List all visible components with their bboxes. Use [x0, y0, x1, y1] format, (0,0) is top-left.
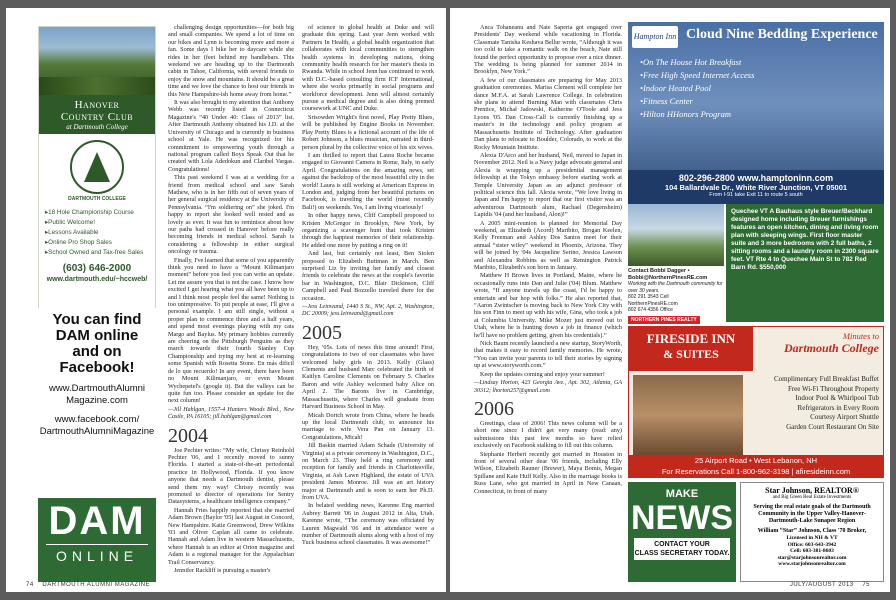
paragraph: And last, but certainly not least, Ben Stolen proposed to Elizabeth Buttman in March. Ben surprised Liz by inviting her family and closest friends to celebrate the news at the couple's favorite bar in Washington, D.C. Blair Dickinson, Cliff Campbell and Paul Bozzello traveled there for the occasion. [302, 250, 434, 302]
club-feature: ▸ Online Pro Shop Sales [45, 238, 151, 248]
left-page-footer [26, 582, 426, 588]
paragraph: of science in global health at Duke and will graduate this spring. Last year Jenn worked with Partners In Health, a global health organization that collaborates with local communities to strengthen health systems in developing nations, doing community health research for her master's thesis in Rwanda. While in school Jenn has continued to work with D.C.-based consulting firm ICF International, where she works primarily in social programs and workforce development. Jenn will almost certainly pursue a medical degree and is also doing premed coursework at UNC and Duke. [302, 24, 434, 113]
realty-web: NorthernPinesRE.com [628, 300, 678, 307]
paragraph: Srisowden Wright's first novel, Play Pretty Blues, will be published by Engine Books in November. Play Pretty Blues is a fictional account of the life of Robert Johnson, a blues musician, narrated in third-person plural by the collective voice of his six wives. [302, 113, 434, 151]
star-firm: and Big Green Real Estate Investments [772, 495, 852, 500]
club-phone: (603) 646-2000 [62, 263, 132, 274]
news-class-secretary: CLASS SECRETARY TODAY. [634, 550, 730, 557]
club-title-band [39, 95, 155, 134]
hampton-directions: From I-91 take Exit 11 to route 5 south [709, 192, 803, 198]
fb-url-part2: DartmouthAlumniMagazine [39, 426, 155, 437]
hampton-contact [628, 170, 884, 204]
fireside-contact [629, 455, 883, 477]
star-agent: William “Star” Johnson, Class '70 Broker, [757, 528, 867, 534]
hampton-logo: Hampton Inn [632, 26, 678, 48]
hampton-feature: • Fitness Center [640, 95, 754, 108]
fireside-feature: Indoor Pool & Whirlpool Tub [795, 394, 879, 403]
paragraph: This past weekend I was at a wedding for a friend from medical school and saw Sarah Mathew, who is in her fifth out of seven years of her general surgical residency at the University of Pennsylvania. “I'm soldiering on” she joked. I'm happy to report she looked well rested and as lovely as ever. It was fun to reminisce about how our paths had crossed in Hanover before really becoming friends in medical school. Sarah is considering a fellowship in either surgical oncology or trauma. [168, 174, 294, 256]
secretary-signature: —Jill Hahlgan, 1557-4 Hunters Woods Blvd., New Castle, PA 16105; jill.hahlgan@gmail.com [168, 406, 294, 421]
page-number: 74 [26, 582, 34, 588]
paragraph: Micah Dortch wrote from China, where he heads up the local Dartmouth club, to announce his marriage to wife Vera Pan on January 13. Congratulations, Micah! [302, 411, 434, 441]
paragraph: Nick Baum recently launched a new startup, StoryWorth, that makes it easy to record family memories. He wrote, “You can invite your parents to tell their stories by signing up at www.storyworth.com.” [474, 340, 622, 370]
fireside-minutes [757, 331, 879, 356]
fireside-logo [629, 327, 753, 371]
fireside-feature: Free Wi-Fi Throughout Property [787, 384, 879, 393]
fireside-feature: Refrigerators in Every Room [797, 403, 879, 412]
paragraph: I am thrilled to report that Laura Roche became engaged to Giovanni Camera in Rome, Italy, in early April. Congratulations on the amazing news, set against the backdrop of the most beautiful city in the world! Laura is still working at American Express in London and, judging from her beautiful pictures on Facebook, is traveling the world (most recently Bali!) on weekends. Yes, I am living vicariously! [302, 151, 434, 211]
star-website-link[interactable]: www.starjohnsonrealtor.com [778, 561, 846, 567]
paragraph: Greetings, class of 2006! This news column will be a short one since I didn't get very many (read: any) submissions this past few months so have relied exclusively on Facebook stalking to fill out this column. [474, 419, 622, 450]
paragraph: In other happy news, Cliff Campbell proposed to Kristen McGregor in Brooklyn, New York, by organizing a scavenger hunt that took Kristen through the happiest memories of their relationship. He added one more by putting a ring on it! [302, 212, 434, 249]
paragraph: Joe Pechter writes: “My wife, Chrissy Reinhold Pechter '06, and I recently moved to sunny Florida. I started a state-of-the-art periodontal practice in Hollywood, Florida. If you know anyone that needs a Dartmouth dentist, please send them my way! Chrissy recently was promoted to director of operations for Sentry Datasystems, a healthcare intelligence company.” [168, 446, 294, 506]
club-college: DARTMOUTH COLLEGE [68, 196, 126, 202]
hampton-address: 104 Ballardvale Dr., White River Junction, VT 05001 [664, 183, 848, 192]
star-description: Serving the real estate goals of the Dartmouth Community in the Upper Valley-Hanover-Dartmouth-Lake Sunapee Region [753, 504, 871, 524]
class-year-heading: 2004 [168, 424, 208, 447]
paragraph: Stephanie Herbert recently got married in Houston in front of several other dear '06 friends, including Elly Wilson, Elizabeth Rauner (Brewer), Maya Bomis, Megan Spillane and Kate Huff Kelly. Also in the marriage books is Russ Lane, who got married in April in New Canaan, Connecticut, in front of many [474, 450, 622, 495]
right-page [450, 8, 890, 592]
page-number: 75 [862, 582, 870, 588]
paragraph: Jill Baskin married Adam Schade (University of Virginia) at a private ceremony in Washington, D.C., on March 23. They held a ring ceremony and reception for family and friends in Charlottesville, Virginia, at Ash Lawn Highland, the estate of UVA president James Monroe. Jill was an art history major at Dartmouth and is soon to earn her Ph.D. from UVA. [302, 442, 434, 501]
dam-online-text: ONLINE [46, 544, 148, 564]
dam-url-part1: www.DartmouthAlumni [48, 383, 146, 394]
fb-headline-2: DAM online [55, 327, 139, 344]
paragraph: In belated wedding news, Karenne Eng married Aubrey Barrett '06 in August 2012 in Alta, Utah. Karenne wrote, “The ceremony was officiated by Lauren Magwald '06 and in attendance were a number of Dartmouth alums along with a host of my Tuck business school classmates. It was awesome!” [302, 502, 434, 547]
paragraph: A few of our classmates are preparing for May 2013 graduation ceremonies. Marisa Clement will complete her dance M.F.A. at Sarah Lawrence College. In celebration she plans to attend Burning Man with classmates Chris Prentice, Michał Jadowski, Katherine O'Toole and Jess Lyons '05. Dan Cross-Call is currently finishing up a master's in the technology and policy program at Massachusetts Institute of Technology. After graduation Dan plans to relocate to Boulder, Colorado, to work at the Rocky Mountain Institute. [474, 76, 622, 151]
hampton-feature: • Indoor Heated Pool [640, 82, 754, 95]
fireside-feature: Courtesy Airport Shuttle [810, 413, 879, 422]
paragraph: Keep the updates coming and enjoy your summer! [480, 370, 605, 378]
class-year-heading: 2006 [474, 397, 514, 420]
paragraph: A 2005 mini-reunion is planned for Memorial Day weekend, as Elizabeth (Acord) Maribito, Brogan Keelen, Kelly Freeman and Ashley Dos Santos meet for their annual “sister wifey” weekend in Phoenix, Arizona. They will be joined by '04s Jacqueline Serino, Jessica Lawson and Alexandra Robbins as well as Remington Patrick Maribito, Elizabeth's son born in January. [474, 219, 622, 271]
footer-left [26, 582, 150, 588]
make-news-ad[interactable] [628, 482, 736, 582]
northern-pines-realty-ad[interactable] [628, 204, 884, 322]
class-notes-column-1 [168, 24, 294, 575]
dam-online-logo [38, 498, 156, 582]
dam-website-link[interactable] [38, 383, 156, 407]
fb-url-part1: www.facebook.com/ [54, 414, 140, 425]
fireside-minutes-line2: Dartmouth College [783, 341, 879, 355]
fireside-inn-ad[interactable] [628, 326, 884, 478]
golf-course-photo [39, 27, 155, 95]
paragraph: challenging design opportunities—for both big and small companies. We spend a lot of time on our bikes and Lynn is becoming more and more a fan. Some days I bike her to daycare while she rides in her (feet behind my handlebars. This weekend we are heading up to the Dartmouth cabin in Tahoe, California, with several friends to enjoy the snow and mountains. It should be a great time and we love the chance to host our friends in this New Hampshire-ish home away from home.” [168, 24, 294, 98]
secretary-signature: —Jess Leinwand, 1440 S St., NW, Apt. 2, Washington, DC 20009; jess.leinwand@gmail.com [302, 304, 434, 318]
club-seal-icon [70, 140, 124, 194]
paragraph: Jennifer Rackliff is pursuing a master's [174, 567, 271, 575]
left-page [6, 8, 446, 592]
dam-url-part2: Magazine.com [66, 395, 128, 406]
paragraph: It was also brought to my attention that Anthony Webb was recently listed in Connecticut Magazine's “40 Under 40: Class of 2013” list. After Dartmouth Anthony obtained his J.D. at the University of Chicago and is currently in business school at Yale. He was recognized for his commitment to empowering youth through a national program called Boys Speak Out that he created with Lola Adedokun and Claribel Vargas. Congratulations! [168, 99, 294, 173]
hampton-title: Cloud Nine Bedding Experience [686, 27, 878, 42]
footer-right [790, 582, 870, 588]
realty-contact-name: Contact Bobbi Dagger • Bobbi@NorthernPinesRE.com [628, 268, 708, 281]
fireside-feature: Garden Court Restaurant On Site [786, 422, 879, 431]
paragraph: Alexia D'Arco and her husband, Neil, moved to Japan in November 2012. Neil is a Navy judge advocate general and Alexia is wrapping up a presidential management fellowship at the Tokyo embassy before starting work at Temple University Japan as an adjunct professor of political science this fall. Alexia wrote, “We love living in Japan and I'm happy to report that our first visitor was an adventurous Dartmouth alum, Rachael (Degensheim) Lapidis '04 (and her husband, Alon)!” [474, 151, 622, 219]
hampton-inn-ad[interactable] [628, 22, 884, 204]
news-contact: CONTACT YOUR [654, 541, 710, 548]
hampton-feature: • Free High Speed Internet Access [640, 69, 754, 82]
fireside-minutes-line1: Minutes to [842, 331, 879, 341]
class-year-heading: 2005 [302, 321, 342, 344]
star-office: Office: 603-643-3942 [787, 541, 837, 548]
hampton-phone: 802-296-2800 www.hamptoninn.com [678, 173, 834, 183]
class-notes-column-3 [474, 24, 622, 496]
news-contact-box [634, 538, 730, 560]
realty-logo: NORTHERN PINES REALTY [628, 316, 700, 325]
fireside-feature: Complimentary Full Breakfast Buffet [773, 375, 879, 383]
fb-headline-3: and on Facebook! [59, 343, 135, 376]
club-feature: ▸ Public Welcome! [45, 218, 151, 228]
news-make: MAKE [665, 488, 699, 500]
right-page-footer [470, 582, 870, 588]
issue-date: JULY/AUGUST 2013 [789, 582, 854, 588]
club-subtitle: at Dartmouth College [66, 123, 128, 131]
paragraph: Anca Tohaneanu and Nate Saperia got engaged over Presidents' Day weekend while vacationing in Florida. Classmate Tanisha Keshava Bellur wrote, “Although it was too cold to take a romantic walk on the beach, Nate still found the perfect opportunity to propose over a nice dinner. The wedding is being planned for summer 2014 in Brooklyn, New York.” [474, 24, 622, 76]
paragraph: Hannah Fries happily reported that she married Adam Brown (Baylor '05) last August in Concord, New Hampshire. Katie Greenwood, Drew Wilkins '03 and Oliver Caplan all came to celebrate. Hannah and Adam live in western Massachusetts, where Hannah is an editor at Orion magazine and Adam is a regional manager for the Appalachian Trail Conservancy. [168, 506, 294, 566]
fb-headline-1: You can find [52, 311, 142, 328]
hotel-photo [633, 375, 743, 455]
realty-description: Quechee VT A Bauhaus style Breuer/Beckhard designed home including Breuer furnishings features an open kitchen, dining and living room plan with sleeping wings. First floor master suite and 3 more bedrooms with 2 full baths, 2 sitting rooms and a laundry room in 2300 square feet. VT Rte 4 to Quechee Main St to 782 Red Barn Rd. $550,000 [726, 204, 884, 322]
club-feature: ▸ 18 Hole Championship Course [45, 208, 151, 218]
paragraph: Matthew H Brown lives in Portland, Maine, where he occasionally runs into Dan and Julie ('04) Blum. Matthew wrote, “If anyone travels up the coast, I'd be happy to entertain and bar hop with folks.” He also reported that, “Aaron Zwintscher is moving back to New York City with his son Finn to meet up with his wife, Gina, who took a job at Columbia University. Mike Mozer just moved out to Utah, where he is hunting down a job in finance (which he'll have no problem getting, given his credentials).” [474, 272, 622, 339]
paragraph: Hey, '05s. Lots of news this time around! First, congratulations to two of our classmates who have welcomed baby girls in 2013. Kelly (Glass) Clements and husband Marc celebrated the birth of Kaitlyn Caroline Clements on February 5. Charles Baron and wife Ashley welcomed baby Alice on April 2. The Barons live in Cambridge, Massachusetts, where Charles will graduate from Harvard Business School in May. [302, 343, 434, 411]
realty-office: 802 674 4356 Office [628, 307, 673, 313]
hampton-feature: • Hilton HHonors Program [640, 108, 754, 121]
realty-contact [628, 268, 724, 324]
hampton-feature: • On The House Hot Breakfast [640, 56, 754, 69]
fireside-reservations: For Reservations Call 1-800-962-3198 | afiresideinn.com [661, 467, 851, 476]
club-url-link[interactable]: www.dartmouth.edu/~hccweb/ [46, 276, 148, 283]
dam-facebook-ad[interactable] [38, 308, 156, 508]
news-big: NEWS [631, 499, 733, 537]
star-email-link[interactable]: star@starjohnsonrealtor.com [777, 554, 847, 561]
class-notes-column-2 [302, 24, 434, 548]
club-name-line1: Hanover [74, 99, 120, 111]
paragraph: Finally, I've learned that some of you apparently think you need to have a “Mount Kilimanjaro moment” before you feel you can write an update. Let me assure you that is not the case. I know how excited I get hearing what you all have been up to and I think most people feel the same! Nothing is too unimpressive. To put people at ease, I'll give a personal example. I am still single, without a proper plan to commence three and a half years, and spend most evenings playing with my cats Margo and Baylus. My primary hobbies currently are cheering on the Pittsburgh Penguins as they march towards their fourth Stanley Cup Championship and trying my best at re-learning some Spanish with Rosetta Stone. En más dificil de lo que recuerdo! In any event, there have been no Mount Kilimanjaro, or even Mount Wychepetel's (google it). But the valleys can be quite fun too. Please consider an update for the next column! [168, 256, 294, 405]
fireside-features [747, 375, 879, 433]
fireside-suites: & SUITES [663, 347, 719, 361]
club-feature: ▸ School Owned and Tax-free Sales [45, 248, 151, 258]
hampton-features [640, 56, 754, 121]
hanover-country-club-ad[interactable] [38, 26, 156, 322]
dam-logo-text: DAM [48, 499, 146, 543]
house-photo [628, 204, 724, 266]
club-feature: ▸ Lessons Available [45, 228, 151, 238]
secretary-signature: —Lindsay Horton, 423 Georgia Ave., Apt. 302, Atlanta, GA 30312; lhorton257@gmail.com [474, 380, 622, 394]
fireside-address: 25 Airport Road • West Lebanon, NH [694, 456, 818, 465]
realty-cell: 802 291 3543 Cell [628, 294, 669, 300]
club-features [45, 208, 151, 258]
star-johnson-realtor-ad[interactable] [740, 482, 884, 582]
fireside-name: FIRESIDE INN [646, 331, 736, 346]
club-name-line2: Country Club [60, 111, 134, 123]
pine-tree-icon [84, 152, 110, 182]
magazine-name: DARTMOUTH ALUMNI MAGAZINE [42, 582, 151, 588]
realty-tagline: Working with the Dartmouth community for over 30 years. [628, 281, 723, 294]
dam-facebook-link[interactable] [38, 414, 156, 438]
star-cell: Cell: 603-381-8603 [790, 548, 834, 554]
star-name: Star Johnson, REALTOR® [765, 486, 859, 495]
star-license: Licensed in NH & VT [786, 535, 838, 541]
